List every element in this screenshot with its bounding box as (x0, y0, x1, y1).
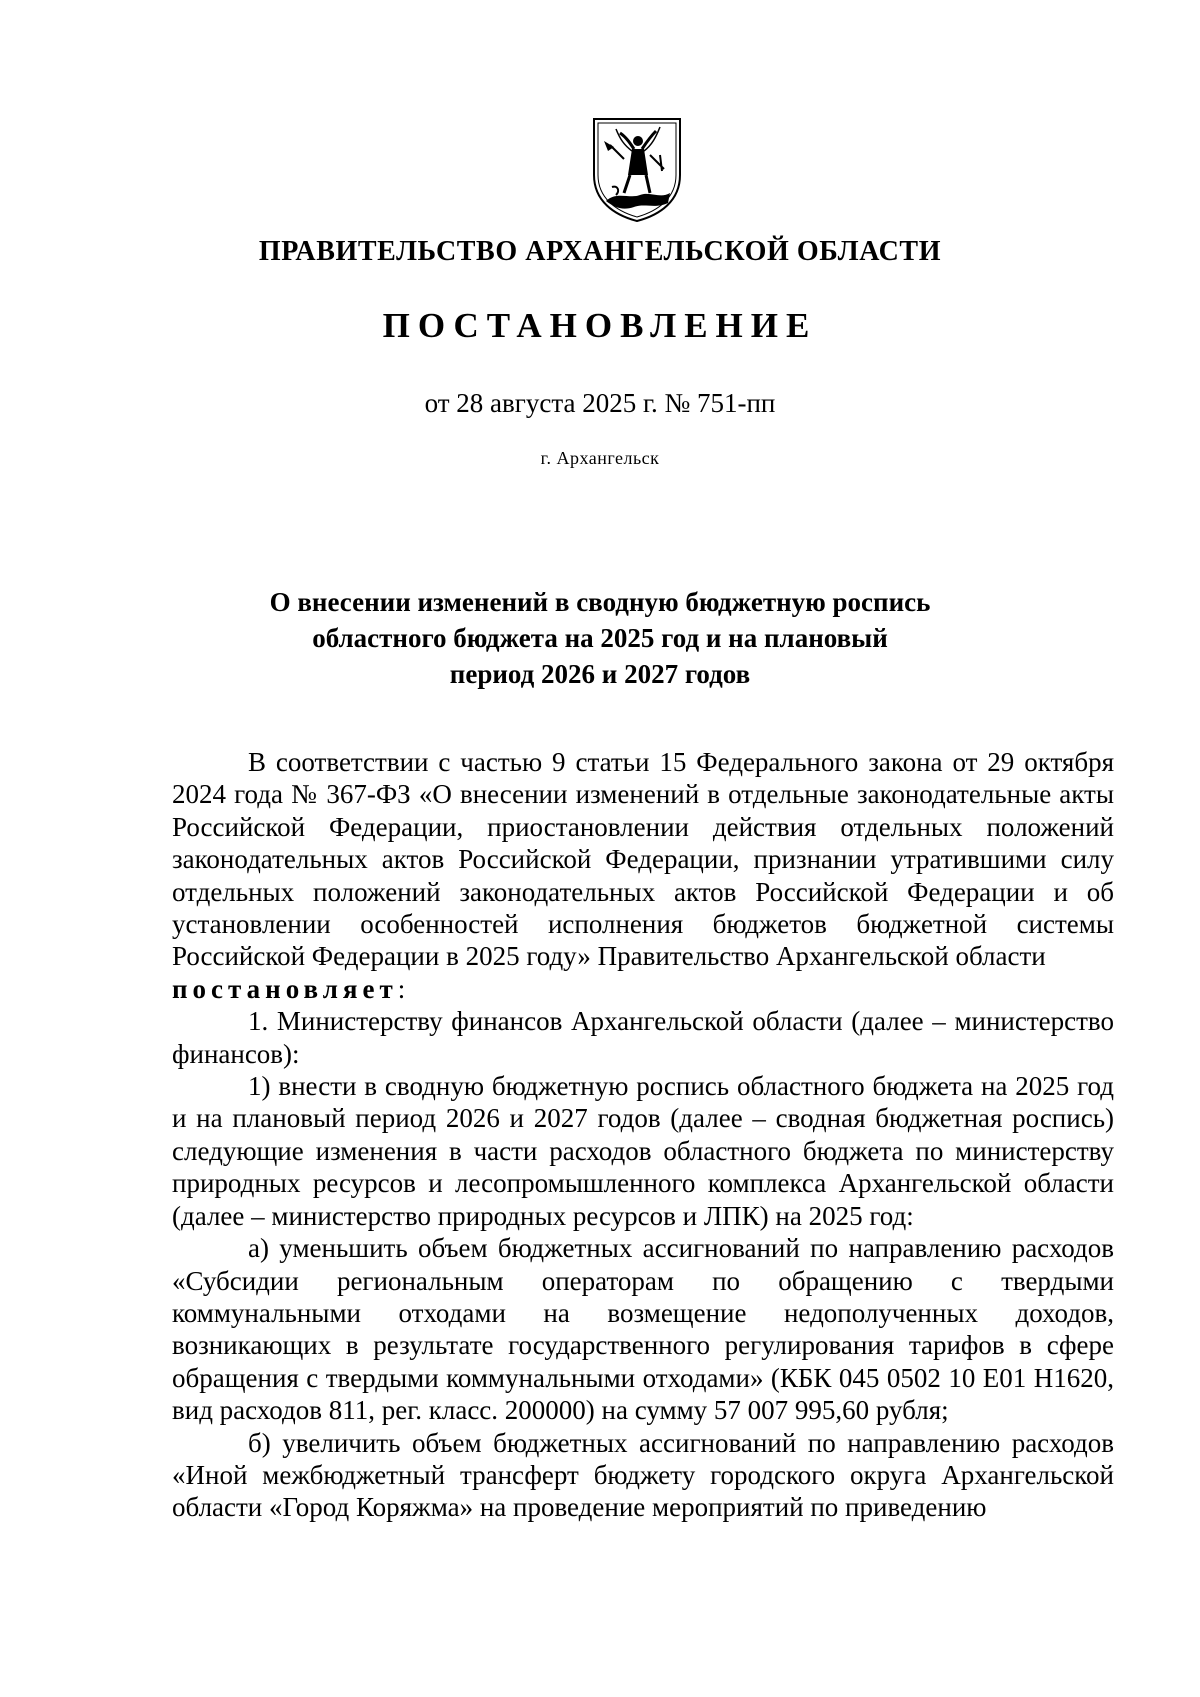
resolves-paragraph (172, 973, 1114, 1005)
document-title (0, 584, 1200, 692)
document-city: г. Архангельск (540, 448, 660, 468)
document-body (172, 746, 1114, 1524)
preamble-paragraph: В соответствии с частью 9 статьи 15 Федерального закона от 29 октября 2024 года № 367-ФЗ «О внесении изменений в отдельные законодательные акты Российской Федерации, приостановлении действия отдельных положений законодательных актов Российской Федерации, признании утратившими силу отдельных положений законодательных актов Российской Федерации и об установлении особенностей исполнения бюджетов бюджетной системы Российской Федерации в 2025 году» Правительство Архангельской области (172, 747, 1114, 972)
title-line-1: О внесении изменений в сводную бюджетную роспись (269, 587, 931, 617)
resolves-word: постановляет (172, 973, 398, 1004)
organization-name: ПРАВИТЕЛЬСТВО АРХАНГЕЛЬСКОЙ ОБЛАСТИ (258, 236, 942, 267)
item-1-paragraph: 1. Министерству финансов Архангельской области (далее – министерство финансов): (172, 1006, 1114, 1069)
title-line-3: период 2026 и 2027 годов (449, 659, 751, 689)
document-type: ПОСТАНОВЛЕНИЕ (382, 306, 818, 345)
item-1-1-paragraph: 1) внести в сводную бюджетную роспись областного бюджета на 2025 год и на плановый период 2026 и 2027 годов (далее – сводная бюджетная роспись) следующие изменения в части расходов областного бюджета по министерству природных ресурсов и лесопромышленного комплекса Архангельской области (далее – министерство природных ресурсов и ЛПК) на 2025 год: (172, 1071, 1114, 1231)
item-a-paragraph: а) уменьшить объем бюджетных ассигнований по направлению расходов «Субсидии региональным операторам по обращению с твердыми коммунальными отходами на возмещение недополученных доходов, возникающих в результате государственного регулирования тарифов в сфере обращения с твердыми коммунальными отходами» (КБК 045 0502 10 Е01 Н1620, вид расходов 811, рег. класс. 200000) на сумму 57 007 995,60 рубля; (172, 1233, 1114, 1426)
coat-of-arms-icon (590, 115, 684, 223)
document-date-number: от 28 августа 2025 г. № 751-пп (424, 388, 776, 418)
resolves-colon: : (397, 973, 406, 1004)
title-line-2: областного бюджета на 2025 год и на плановый (312, 623, 888, 653)
item-b-paragraph: б) увеличить объем бюджетных ассигнований по направлению расходов «Иной межбюджетный трансферт бюджету городского округа Архангельской области «Город Коряжма» на проведение мероприятий по приведению (172, 1427, 1114, 1523)
